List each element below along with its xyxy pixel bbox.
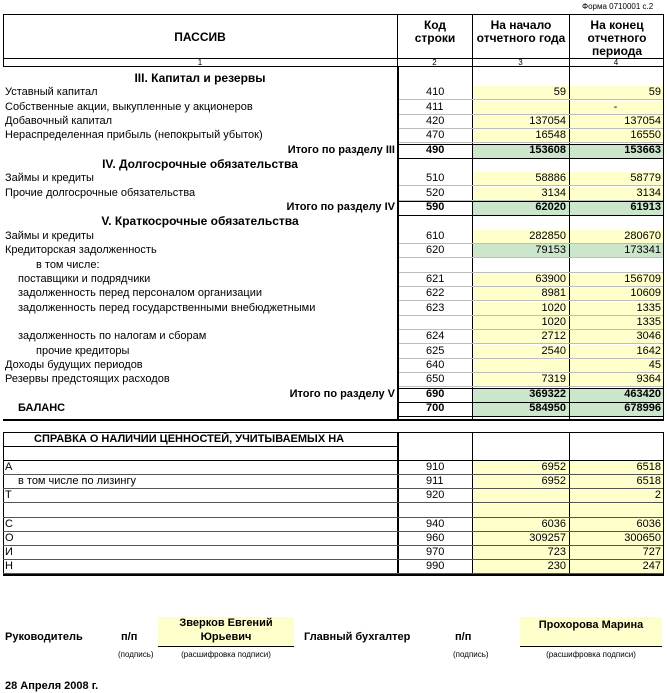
row-code: 640 [426,359,445,371]
row-label: IV. Долгосрочные обязательства [102,157,298,171]
row-end-value: 16550 [630,129,661,141]
row-label: Уставный капитал [5,86,98,98]
row-code: 623 [426,302,445,314]
row-start-value: 6952 [541,461,566,473]
head-sign-caption: (подпись) [118,650,154,659]
row-code: 590 [426,201,445,213]
row-start-value: 58886 [535,172,566,184]
row-end-value: 6518 [636,461,661,473]
row-end-value: 137054 [624,115,661,127]
header-code: Код строки [414,18,456,45]
row-code: 420 [426,115,445,127]
row-divider [399,158,663,159]
header-title: ПАССИВ [174,30,226,44]
row-label: прочие кредиторы [36,345,130,357]
row-end-value: 9364 [636,373,661,385]
row-code: 990 [426,560,445,572]
row-end-value: 173341 [624,244,661,256]
row-code: 625 [426,345,445,357]
row-code: 622 [426,287,445,299]
row-end-value: 247 [642,560,661,572]
row-code: 411 [426,101,444,113]
row-label: О [5,532,14,544]
value-cell-start [473,101,569,115]
row-label: Доходы будущих периодов [5,359,143,371]
report-date: 28 Апреля 2008 г. [5,680,99,692]
row-label: Добавочный капитал [5,115,113,127]
row-start-value: 8981 [541,287,566,299]
row-label: Т [5,489,12,501]
row-code: 610 [426,230,445,242]
row-start-value: 6952 [541,475,566,487]
row-start-value: 584950 [529,402,566,414]
head-name: Зверков Евгений Юрьевич [179,617,273,643]
row-label: Собственные акции, выкупленные у акционеров [5,101,253,113]
row-code: 510 [426,172,445,184]
row-start-value: 230 [547,560,566,572]
row-end-value: 59 [648,86,661,98]
row-start-value: 369322 [529,388,566,400]
row-divider [3,573,663,574]
row-end-value: 1642 [636,345,661,357]
header-num-4: 4 [613,58,619,67]
row-end-value: 6518 [636,475,661,487]
row-start-value: 137054 [529,115,566,127]
row-divider [399,343,663,344]
row-label: И [5,546,13,558]
row-end-value: 300650 [624,532,661,544]
row-label: Итого по разделу IV [286,201,395,213]
row-start-value: 723 [547,546,566,558]
row-label: С [5,518,13,530]
row-end-value: 156709 [624,273,661,285]
row-start-value: 62020 [535,201,566,213]
row-end-value: 3046 [636,330,661,342]
row-label: задолженность перед персоналом организации [18,287,262,299]
row-label: Прочие долгосрочные обязательства [5,187,196,199]
row-start-value: 282850 [529,230,566,242]
row-end-value: 2 [654,489,661,501]
head-decode-caption: (расшифровка подписи) [181,650,271,659]
row-start-value: 3134 [541,187,566,199]
row-code: 520 [426,187,445,199]
row-divider [3,502,663,503]
row-code: 470 [426,129,445,141]
row-label: Н [5,560,13,572]
row-divider [399,215,663,216]
row-label: задолженность по налогам и сборам [18,330,207,342]
row-code: 970 [426,546,445,558]
row-code: 690 [426,388,445,400]
row-end-value: 10609 [630,287,661,299]
row-end-value: - [613,101,618,113]
row-code: 621 [426,273,445,285]
row-code: 624 [426,330,445,342]
row-end-value: 58779 [630,172,661,184]
row-start-value: 16548 [535,129,566,141]
head-pp: п/п [121,631,138,643]
header-num-3: 3 [518,58,523,67]
row-code: 910 [426,461,445,473]
row-end-value: 678996 [624,402,661,414]
row-label: Нераспределенная прибыль (непокрытый убыток) [5,129,263,141]
chief-label: Главный бухгалтер [304,631,411,643]
row-end-value: 1335 [636,316,661,328]
row-code: 650 [426,373,445,385]
row-end-value: 280670 [624,230,661,242]
row-label: Кредиторская задолженность [5,244,157,256]
row-end-value: 463420 [624,388,661,400]
form-number: Форма 0710001 с.2 [582,2,654,11]
row-label: Итого по разделу V [289,388,395,400]
row-label: в том числе по лизингу [18,475,136,487]
row-start-value: 309257 [529,532,566,544]
row-start-value: 153608 [529,144,566,156]
row-code: 700 [426,402,445,414]
row-end-value: 6036 [636,518,661,530]
row-start-value: 63900 [535,273,566,285]
chief-decode-caption: (расшифровка подписи) [546,650,636,659]
row-end-value: 61913 [630,201,661,213]
chief-sign-caption: (подпись) [453,650,489,659]
row-start-value: 2540 [541,345,566,357]
row-label: А [5,461,13,473]
row-code: 911 [426,475,444,487]
row-label: Займы и кредиты [5,172,94,184]
row-end-value: 3134 [636,187,661,199]
header-num-2: 2 [432,58,437,67]
row-code: 940 [426,518,445,530]
row-start-value: 6036 [541,518,566,530]
row-end-value: 153663 [624,144,661,156]
row-divider [399,99,663,100]
row-start-value: 7319 [541,373,566,385]
row-code: 920 [426,489,445,501]
value-cell-start [473,504,569,518]
row-code: 490 [426,144,445,156]
row-divider [399,185,663,186]
row-label: БАЛАНС [18,402,66,414]
row-code: 410 [426,86,445,98]
row-label: Итого по разделу III [287,144,395,156]
row-divider [399,386,663,387]
row-divider [399,257,663,258]
row-label: Резервы предстоящих расходов [5,373,170,385]
row-divider [399,142,663,143]
row-end-value: 727 [642,546,661,558]
row-divider [399,300,663,301]
row-divider [399,416,663,417]
value-cell-end [570,504,663,518]
row-end-value: 45 [648,359,661,371]
row-start-value: 79153 [535,244,566,256]
header-start: На начало отчетного года [476,18,566,45]
row-label: в том числе: [36,259,100,271]
value-cell-start [473,489,569,503]
header-end: На конец отчетного периода [587,19,647,58]
head-label: Руководитель [5,631,83,643]
row-code: 620 [426,244,445,256]
row-start-value: 59 [553,86,566,98]
row-label: Займы и кредиты [5,230,94,242]
chief-name: Прохорова Марина [538,619,644,631]
value-cell-start [473,359,569,373]
row-label: поставщики и подрядчики [18,273,151,285]
row-label: задолженность перед государственными внебюджетными [18,302,316,314]
row-code: 960 [426,532,445,544]
header-num-1: 1 [197,58,203,67]
row-start-value: 2712 [541,330,566,342]
row-start-value: 1020 [541,316,566,328]
chief-pp: п/п [455,631,472,643]
row-start-value: 1020 [541,302,566,314]
row-label: III. Капитал и резервы [134,71,266,85]
row-end-value: 1335 [636,302,661,314]
section2-title: СПРАВКА О НАЛИЧИИ ЦЕННОСТЕЙ, УЧИТЫВАЕМЫХ НА [34,433,345,445]
row-label: V. Краткосрочные обязательства [101,214,299,228]
